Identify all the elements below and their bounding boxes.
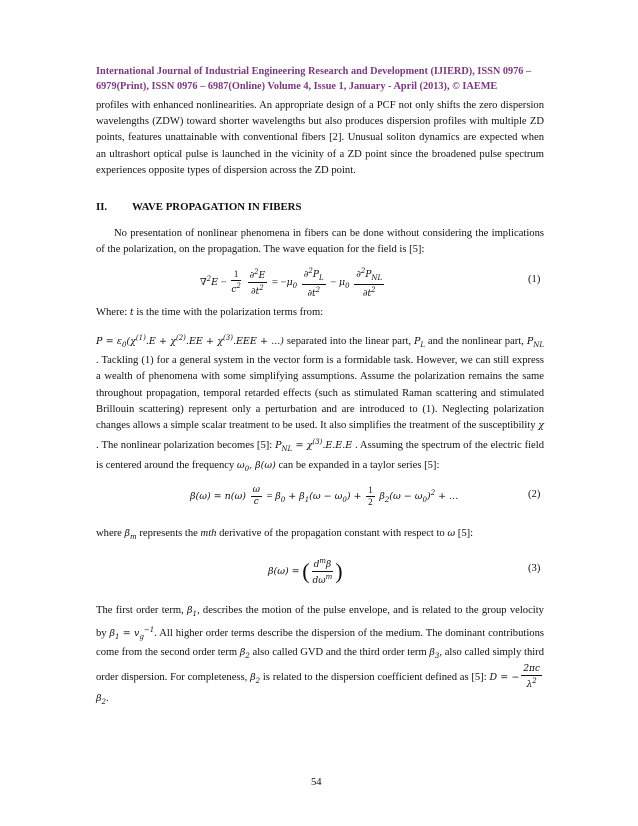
where-prefix: Where: [96, 307, 128, 318]
equation-3: β(ω) = ( $\frac{d^m\beta}{d\omega^m}$ ) [268, 557, 343, 586]
p4e: , also called simply third order dispersion. For completeness, [96, 647, 545, 684]
p4d: also called GVD and the third order term [252, 647, 427, 659]
where2-em: mth [200, 528, 217, 539]
where2-d: [5]: [457, 528, 474, 539]
polarization-expression: $P = \varepsilon_0(\chi^{(1)}.E + \chi^{(2)}.EE + \chi^{(3)}.EEE$ + ...) [96, 334, 285, 350]
where2-a: where [96, 528, 122, 539]
paragraph-intro: profiles with enhanced nonlinearities. An appropriate design of a PCF not only shifts the zero dispersion wavelengths (ZDW) toward shorter wavelengths but also produces dispersion profiles with multiple ZD points, features unattainable with conventional fibers [2]. Unusual soliton dynamics are expected when an ultrashort optical pulse is launched in the vicinity of a ZD point since the broadened pulse spectrum experiences opposite types of dispersion across the ZD point. [96, 100, 544, 176]
p3d: . The nonlinear polarization becomes [5]: [96, 440, 273, 452]
paragraph-orders: The first order term, $\beta_1$, describes the motion of the pulse envelope, and is related to the group velocity by $\beta_1 = v_g^{-1}$. All higher order terms describe the dispersion of the medium. The dominant contributions come from the second order term $\beta_2$ also called GVD and the third order term $\beta_3$, also called simply third order dispersion. For completeness, $\beta_2$ is related to the dispersion coefficient defined as [5]: D = − $\frac{2\pi c}{\lambda^2}$ $\beta_2$. [96, 605, 545, 707]
equation-1-number: (1) [528, 274, 541, 285]
where2-c: derivative of the propagation constant with respect to [219, 528, 445, 539]
paragraph-polarization: $P = \varepsilon_0(\chi^{(1)}.E + \chi^{(2)}.EE + \chi^{(3)}.EEE$ + ...) separated into the linear part, $P_L$ and the nonlinear part, $P_{NL}$ . Tackling (1) for a general system in the vector form is a formidable task. However, we can still express a wealth of phenomena with some simplifying assumptions. Assume the polarization remains the same throughout propagation, temporal retarded effects (such as stimulated Raman scattering and stimulated Brillouin scattering) represent only a perturbation and are introduced to (1). Neglecting polarization changes allows a simple scalar treatment to be used. It also simplifies the treatment of the susceptibility χ . The nonlinear polarization becomes [5]: $P_{NL} = \chi^{(3)}.E.E.E$ . Assuming the spectrum of the electric field is centered around the frequency $\omega_0$, β(ω) can be expanded in a taylor series [5]: [96, 334, 545, 473]
p3e: . Assuming the spectrum of the electric field is centered around the frequency [96, 440, 544, 471]
where-suffix: is the time with the polarization terms from: [136, 307, 324, 318]
where-beta-line: where $\beta_m$ represents the mth derivative of the propagation constant with respect to ω [5]: [96, 528, 474, 541]
equation-1: ∇$^2$E − $\frac{1}{c^2}$ $\frac{\partial^2E}{\partial t^2}$ = $-\mu_0$ $\frac{\partial^2P_L}{\partial t^2}$ − $\mu_0$ $\frac{\partial^2P_{NL}}{\partial t^2}$ [200, 267, 383, 299]
section-title: WAVE PROPAGATION IN FIBERS [132, 201, 302, 213]
equation-2-number: (2) [528, 489, 541, 500]
journal-header: International Journal of Industrial Engineering Research and Development (IJIERD), ISSN 0976 – 6979(Print), ISSN 0976 – 6987(Online) Volume 4, Issue 1, January - April (2013), © IAEME [96, 66, 532, 92]
p3a: separated into the linear part, [286, 336, 412, 348]
equation-2: β(ω) = n(ω) $\frac{\omega}{c}$ = $\beta_0 + \beta_1(\omega - \omega_0)$ + $\frac{1}{2}$ $\beta_2(\omega - \omega_0)^2$ + ... [190, 485, 459, 507]
p3b: and the nonlinear part, [427, 336, 524, 348]
p4b: , describes the motion of the pulse envelope, and is related to the group velocity by [96, 605, 544, 640]
paragraph-wave: No presentation of nonlinear phenomena in fibers can be done without considering the implications of the polarization, on the propagation. The wave equation for the field is [5]: [96, 228, 544, 256]
section-heading [96, 201, 301, 213]
page-number: 54 [311, 777, 322, 788]
p3f: can be expanded in a taylor series [5]: [278, 459, 440, 471]
equation-3-number: (3) [528, 563, 541, 574]
where-line [96, 305, 544, 321]
section-number: II. [96, 201, 108, 213]
where2-b: represents the [139, 528, 198, 539]
p4a: The first order term, [96, 605, 184, 616]
p4f: is related to the dispersion coefficient defined as [5]: [262, 672, 487, 684]
p3c: . Tackling (1) for a general system in the vector form is a formidable task. However, we can still express a wealth of phenomena with some simplifying assumptions. Assume the polarization remains the same throughout propagation, temporal retarded effects (such as stimulated Raman scattering and stimulated Brillouin scattering) represent only a perturbation and are introduced to (1). Neglecting polarization changes allows a simple scalar treatment to be used. It also simplifies the treatment of the susceptibility [96, 355, 544, 432]
t-symbol: t [129, 307, 134, 318]
p4c: . All higher order terms describe the dispersion of the medium. The dominant contributions come from the second order term [96, 628, 544, 659]
